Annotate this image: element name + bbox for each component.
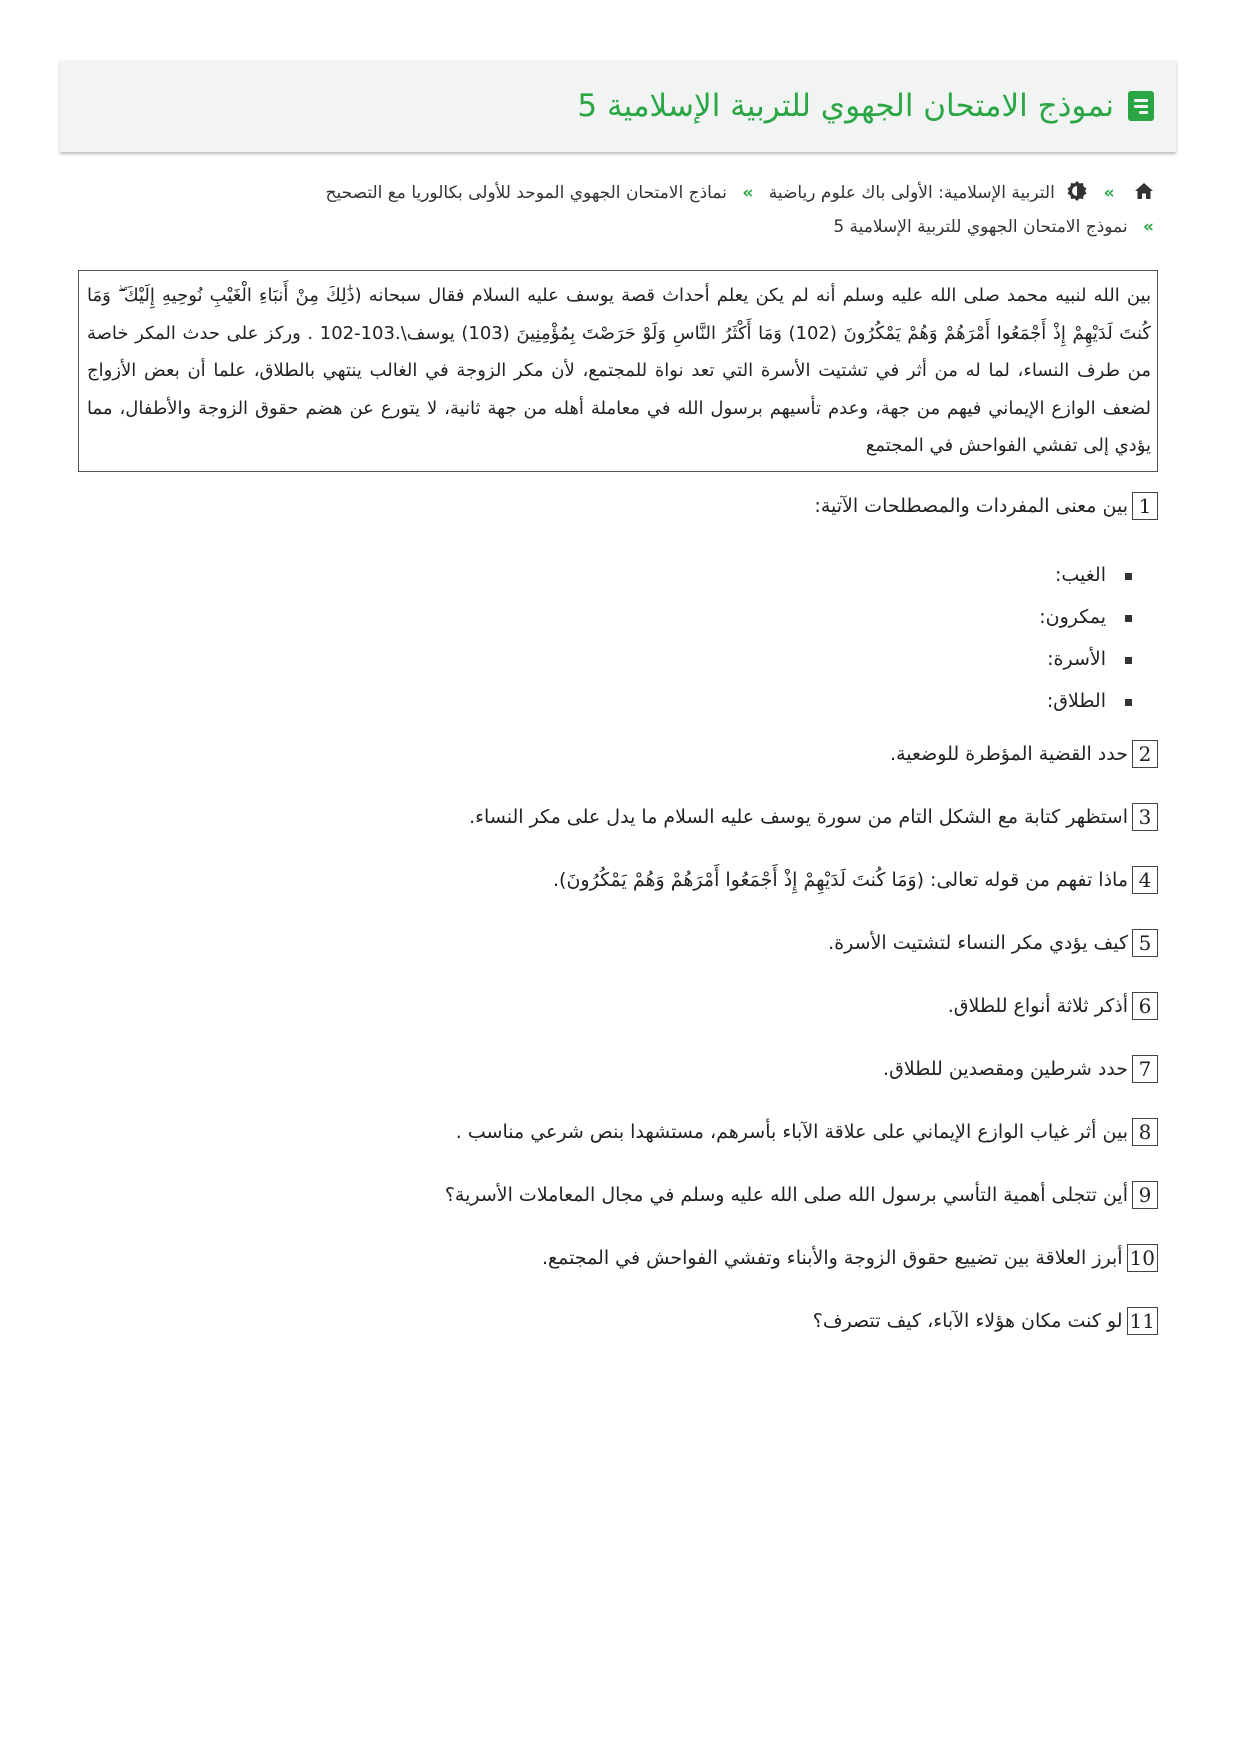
question-item [78,866,1158,894]
question-text: كيف يؤدي مكر النساء لتشتيت الأسرة. [828,931,1128,954]
question-text: أذكر ثلاثة أنواع للطلاق. [947,994,1128,1017]
term-item: الغيب: [78,554,1132,596]
question-number: 5 [1132,929,1158,957]
question-number: 8 [1132,1118,1158,1146]
question-number: 10 [1127,1244,1158,1272]
question-number: 1 [1132,492,1158,520]
question-item [78,492,1158,520]
question-number: 7 [1132,1055,1158,1083]
question-text: ماذا تفهم من قوله تعالى: (وَمَا كُنتَ لَدَيْهِمْ إِذْ أَجْمَعُوا أَمْرَهُمْ وَهُمْ يَمْكُرُونَ). [553,868,1128,891]
term-item: يمكرون: [78,596,1132,638]
question-number: 6 [1132,992,1158,1020]
question-text: أين تتجلى أهمية التأسي برسول الله صلى الله عليه وسلم في مجال المعاملات الأسرية؟ [444,1183,1128,1206]
question-number: 9 [1132,1181,1158,1209]
breadcrumb-item-category[interactable]: التربية الإسلامية: الأولى باك علوم رياضية [768,183,1055,203]
term-item: الأسرة: [78,638,1132,680]
question-text: استظهر كتابة مع الشكل التام من سورة يوسف عليه السلام ما يدل على مكر النساء. [469,805,1128,828]
question-item [78,1055,1158,1083]
question-number: 4 [1132,866,1158,894]
question-item [78,1244,1158,1272]
question-text: حدد شرطين ومقصدين للطلاق. [883,1057,1128,1080]
question-text: بين معنى المفردات والمصطلحات الآتية: [814,494,1128,517]
question-item [78,1307,1158,1335]
term-item: الطلاق: [78,680,1132,722]
passage-text: بين الله لنبيه محمد صلى الله عليه وسلم أنه لم يكن يعلم أحداث قصة يوسف عليه السلام فقال سبحانه (ذَٰلِكَ مِنْ أَنبَاءِ الْغَيْبِ نُوحِيهِ إِلَيْكَ ۖ وَمَا كُنتَ لَدَيْهِمْ إِذْ أَجْمَعُوا أَمْرَهُمْ وَهُمْ يَمْكُرُونَ (102) وَمَا أَكْثَرُ النَّاسِ وَلَوْ حَرَصْتَ بِمُؤْمِنِينَ (103) يوسف\.103-102 . وركز على حدث المكر خاصة من طرف النساء، لما له من أثر في تشتيت الأسرة التي تعد نواة للمجتمع، لأن مكر الزوجة في الغالب ينتهي بالطلاق، علما أن بعض الأزواج لضعف الوازع الإيماني فيهم من جهة، وعدم تأسيهم برسول الله في معاملة أهله من جهة ثانية، لا يتورع عن هضم حقوق الزوجة والأطفال، مما يؤدي إلى تفشي الفواحش في المجتمع [87,285,1151,456]
question-item [78,929,1158,957]
question-item [78,803,1158,831]
breadcrumb-separator: » [742,183,754,203]
passage-box [78,270,1158,472]
title-card [60,60,1176,152]
page-title: نموذج الامتحان الجهوي للتربية الإسلامية 5 [577,88,1114,124]
question-text: أبرز العلاقة بين تضييع حقوق الزوجة والأبناء وتفشي الفواحش في المجتمع. [541,1246,1123,1269]
page [60,60,1176,1335]
question-item [78,740,1158,768]
question-number: 2 [1132,740,1158,768]
breadcrumb [60,176,1176,244]
question-item [78,1118,1158,1146]
home-icon[interactable] [1134,182,1154,200]
breadcrumb-separator: » [1103,183,1115,203]
question-item [78,992,1158,1020]
document-icon [1128,91,1154,121]
question-text: بين أثر غياب الوازع الإيماني على علاقة الآباء بأسرهم، مستشهدا بنص شرعي مناسب . [455,1120,1128,1143]
breadcrumb-item-current: نموذج الامتحان الجهوي للتربية الإسلامية 5 [833,217,1128,237]
gear-badge-icon [1066,180,1088,202]
questions-list [60,492,1176,1335]
breadcrumb-item-collection[interactable]: نماذج الامتحان الجهوي الموحد للأولى بكالوريا مع التصحيح [325,183,727,203]
question-text: حدد القضية المؤطرة للوضعية. [890,742,1128,765]
question-text: لو كنت مكان هؤلاء الآباء، كيف تتصرف؟ [812,1309,1123,1332]
question-number: 3 [1132,803,1158,831]
terms-list [78,554,1158,722]
question-number: 11 [1127,1307,1158,1335]
question-item [78,1181,1158,1209]
breadcrumb-separator: » [1143,217,1154,237]
